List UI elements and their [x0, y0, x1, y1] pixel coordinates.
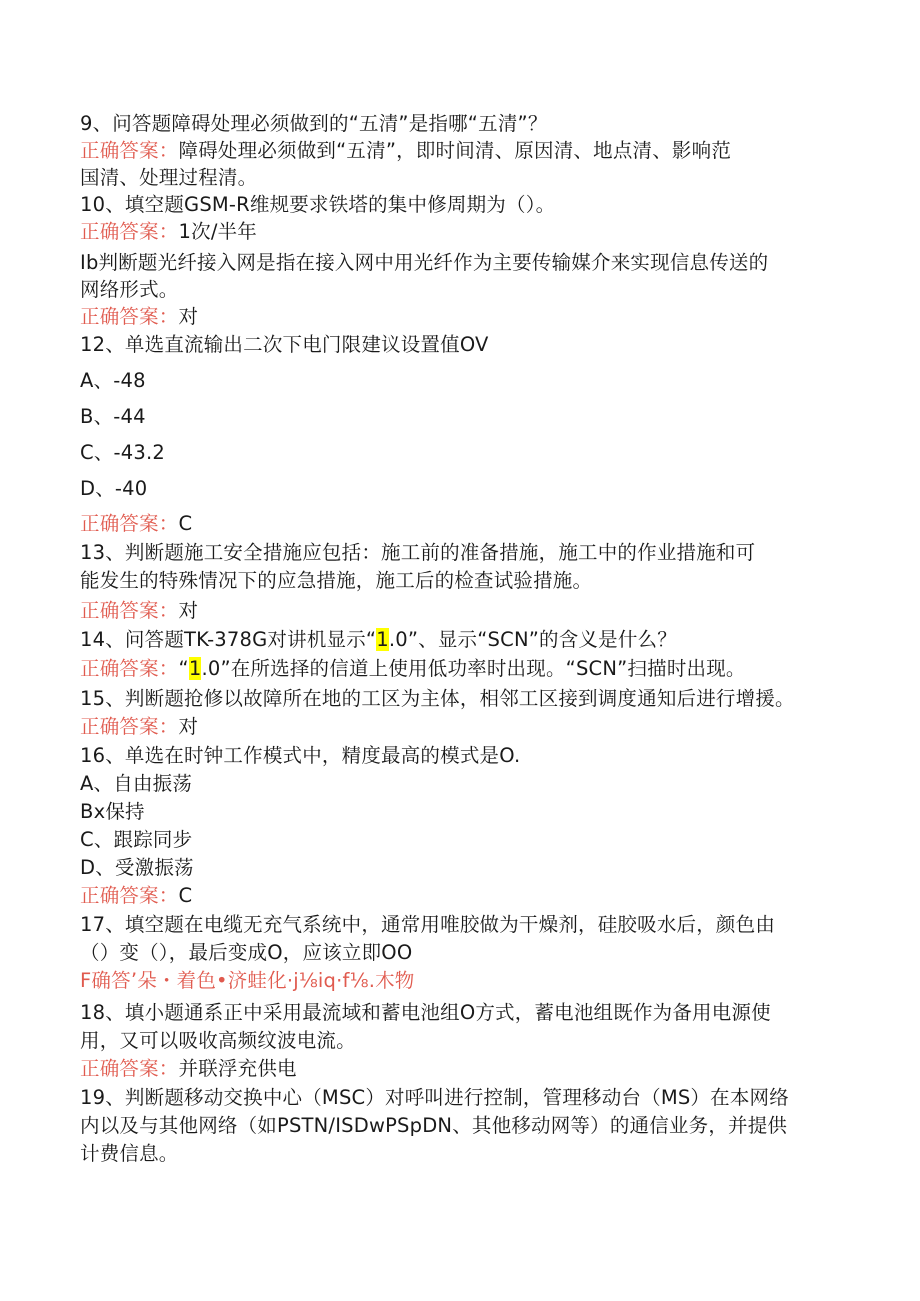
q13-answer: [80, 598, 198, 624]
q11-question-line1: Ib判断题光纤接入网是指在接入网中用光纤作为主要传输媒介来实现信息传送的: [80, 251, 769, 274]
q18-question-line2: 用，又可以吸收高频纹波电流。: [80, 1029, 356, 1052]
q19-question-line1: 19、判断题移动交换中心（MSC）对呼叫进行控制，管理移动台（MS）在本网络: [80, 1086, 789, 1109]
q12-option-c: C、-43.2: [80, 441, 165, 464]
q9-answer-line2: 国清、处理过程清。: [80, 166, 258, 189]
q14-question-post: .0”、显示“SCN”的含义是什么？: [388, 628, 677, 651]
q9-question: 9、问答题障碍处理必须做到的“五清”是指哪“五清”？: [80, 112, 548, 135]
q18-question-line1: 18、填小题通系正中采用最流域和蓄电池组O方式，蓄电池组既作为备用电源使: [80, 1001, 771, 1024]
q16-question: 16、单选在时钟工作模式中，精度最高的模式是O.: [80, 744, 521, 767]
q14-question: [80, 627, 677, 653]
q11-question-line2: 网络形式。: [80, 278, 179, 301]
answer-label: 正确答案：: [80, 884, 179, 907]
q9-answer-value: 障碍处理必须做到“五清”，即时间清、原因清、地点清、影响范: [178, 139, 732, 162]
q16-option-d: D、受激振荡: [80, 856, 194, 879]
q16-option-c: C、跟踪同步: [80, 828, 193, 851]
q16-answer: [80, 883, 192, 909]
q13-question-line2: 能发生的特殊情况下的应急措施，施工后的检查试验措施。: [80, 569, 593, 592]
q12-answer-value: C: [178, 512, 193, 535]
q14-question-pre: 14、问答题TK-378G对讲机显示“: [80, 628, 377, 651]
q12-option-b: B、-44: [80, 405, 146, 428]
q16-answer-value: C: [178, 884, 193, 907]
q11-answer: [80, 304, 198, 330]
q17-question-line1: 17、填空题在电缆无充气系统中，通常用唯胶做为干燥剂，硅胶吸水后，颜色由: [80, 913, 776, 936]
answer-label: 正确答案：: [80, 139, 179, 162]
q13-answer-value: 对: [178, 599, 199, 622]
answer-label: 正确答案：: [80, 512, 179, 535]
q14-answer: [80, 656, 746, 682]
q9-answer-line1: [80, 138, 731, 164]
answer-label: 正确答案：: [80, 657, 179, 680]
q16-option-b: Bx保持: [80, 800, 145, 823]
q12-option-a: A、-48: [80, 369, 146, 392]
q10-answer: [80, 219, 257, 245]
q18-answer: [80, 1056, 297, 1082]
q18-answer-value: 并联浮充供电: [178, 1057, 297, 1080]
q19-question-line2: 内以及与其他网络（如PSTN/ISDwPSpDN、其他移动网等）的通信业务，并提供: [80, 1114, 788, 1137]
q13-question-line1: 13、判断题施工安全措施应包括：施工前的准备措施，施工中的作业措施和可: [80, 541, 756, 564]
q14-answer-post: .0”在所选择的信道上使用低功率时出现。“SCN”扫描时出现。: [201, 657, 746, 680]
q12-answer: [80, 511, 192, 537]
q15-answer: [80, 714, 198, 740]
answer-label: 正确答案：: [80, 1057, 179, 1080]
q14-answer-pre: “: [178, 657, 189, 680]
q11-answer-value: 对: [178, 305, 199, 328]
answer-label: 正确答案：: [80, 599, 179, 622]
q12-question: 12、单选直流输出二次下电门限建议设置值OV: [80, 333, 489, 356]
q17-question-line2: （）变（），最后变成O，应该立即OO: [80, 941, 413, 964]
q10-answer-value: 1次/半年: [178, 220, 257, 243]
q10-question: 10、填空题GSM-R维规要求铁塔的集中修周期为（）。: [80, 193, 556, 216]
q16-option-a: A、自由振荡: [80, 772, 193, 795]
q19-question-line3: 计费信息。: [80, 1142, 179, 1165]
q15-question: 15、判断题抢修以故障所在地的工区为主体，相邻工区接到调度通知后进行增援。: [80, 687, 795, 710]
q15-answer-value: 对: [178, 715, 199, 738]
answer-label: 正确答案：: [80, 220, 179, 243]
q12-option-d: D、-40: [80, 477, 148, 500]
answer-label: 正确答案：: [80, 715, 179, 738]
answer-label: 正确答案：: [80, 305, 179, 328]
q17-answer-garbled: F确答’朵・着色•济蛙化·j⅛iq·f⅛.木物: [80, 969, 415, 992]
q14-question-highlight: 1: [376, 628, 389, 651]
q14-answer-highlight: 1: [188, 657, 202, 680]
